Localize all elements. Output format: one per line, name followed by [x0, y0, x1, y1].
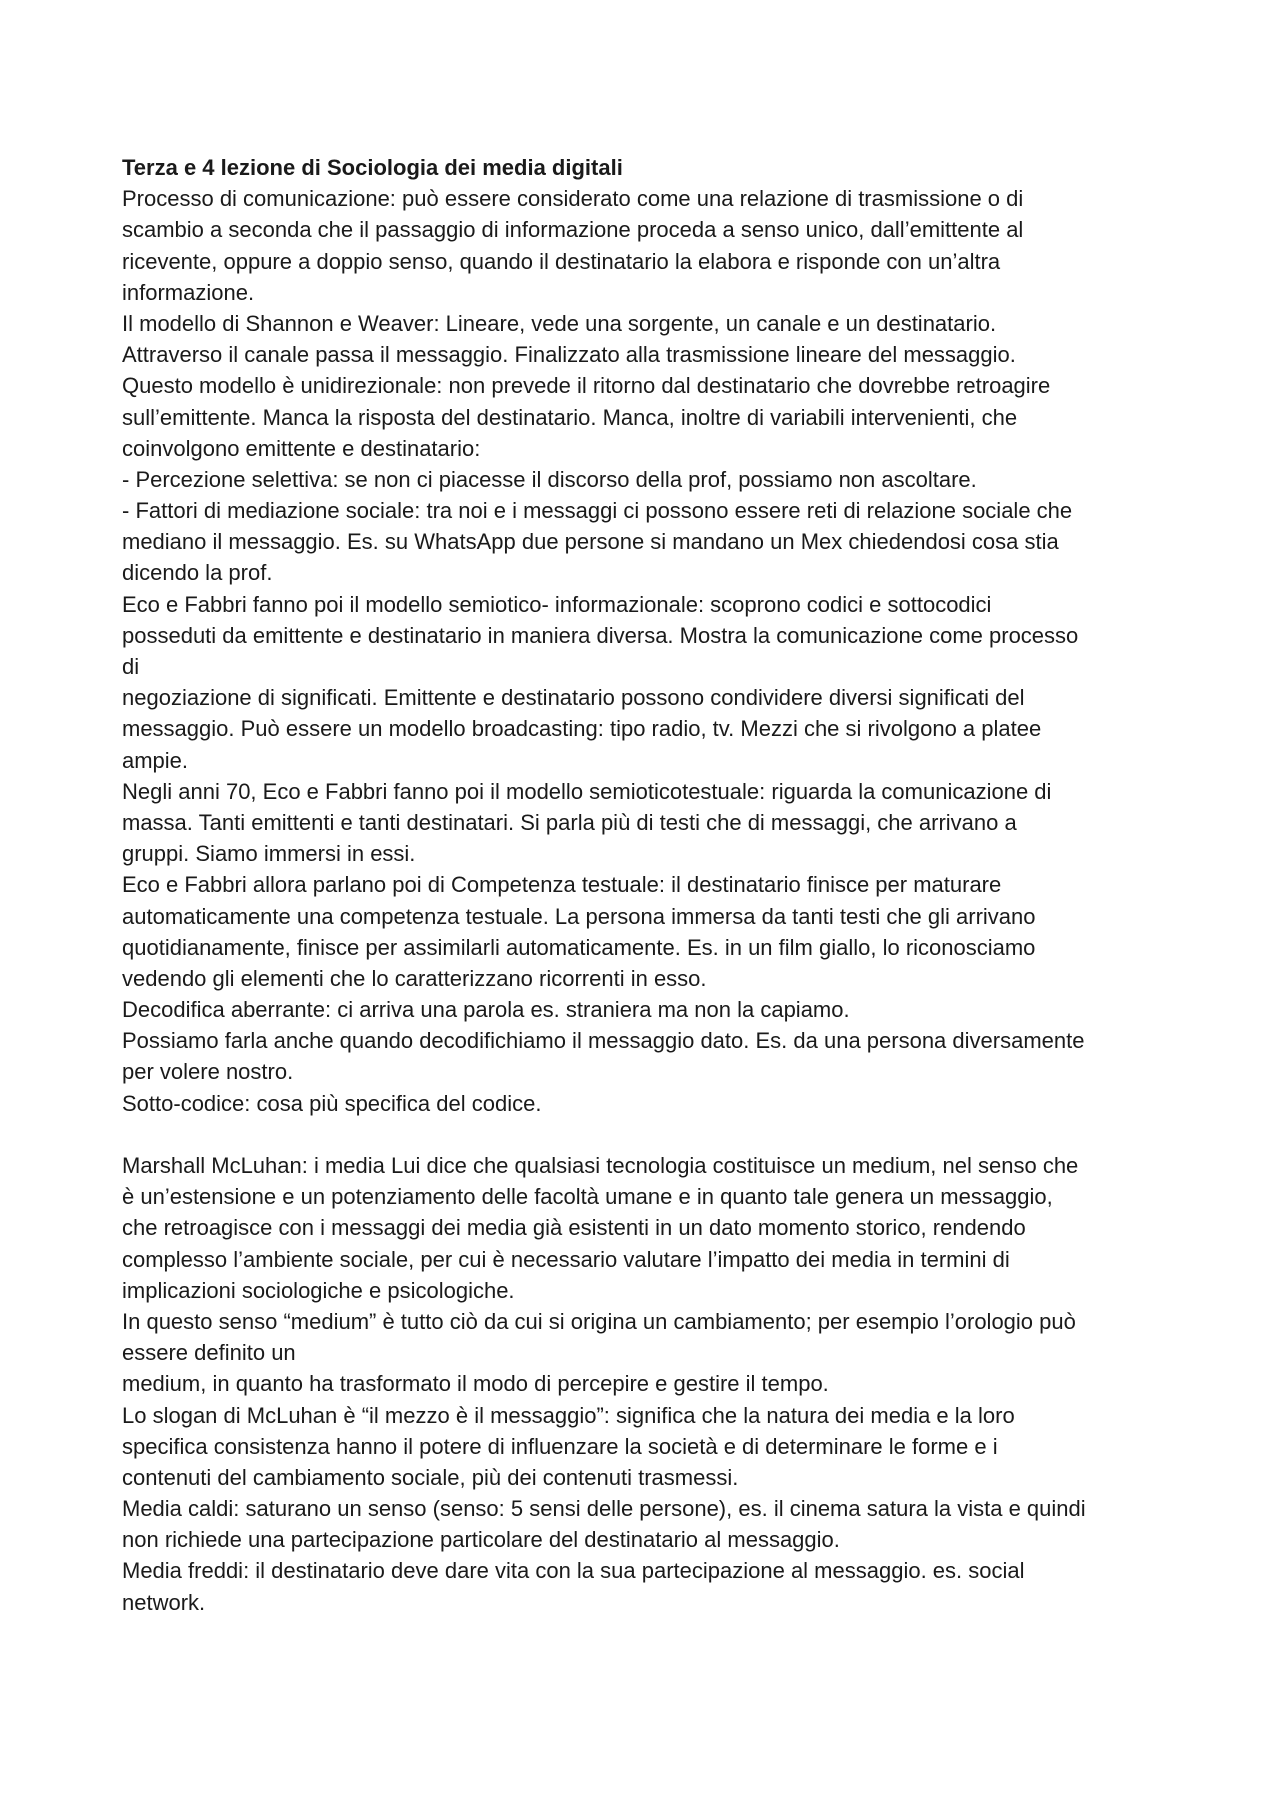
text-line: Questo modello è unidirezionale: non prevede il ritorno dal destinatario che dovrebbe retroagire — [122, 373, 1051, 399]
text-line: specifica consistenza hanno il potere di influenzare la società e di determinare le forme e i — [122, 1433, 998, 1459]
text-line: vedendo gli elementi che lo caratterizzano ricorrenti in esso. — [122, 965, 707, 991]
text-line: sull’emittente. Manca la risposta del destinatario. Manca, inoltre di variabili intervenienti, che — [122, 404, 1018, 430]
text-line: Marshall McLuhan: i media Lui dice che qualsiasi tecnologia costituisce un medium, nel senso che — [122, 1153, 1079, 1178]
text-line: implicazioni sociologiche e psicologiche. — [122, 1277, 515, 1303]
text-line: informazione. — [122, 279, 255, 305]
text-line: messaggio. Può essere un modello broadcasting: tipo radio, tv. Mezzi che si rivolgono a platee — [122, 716, 1042, 742]
text-line: Eco e Fabbri allora parlano poi di Competenza testuale: il destinatario finisce per maturare — [122, 872, 1002, 898]
text-line: scambio a seconda che il passaggio di informazione proceda a senso unico, dall’emittente al — [122, 217, 1024, 243]
text-line: Decodifica aberrante: ci arriva una parola es. straniera ma non la capiamo. — [122, 997, 850, 1023]
text-line: automaticamente una competenza testuale. La persona immersa da tanti testi che gli arrivano — [122, 903, 1036, 929]
text-line: In questo senso “medium” è tutto ciò da cui si origina un cambiamento; per esempio l’orologio può — [122, 1308, 1076, 1334]
text-line: mediano il messaggio. Es. su WhatsApp due persone si mandano un Mex chiedendosi cosa stia — [122, 529, 1059, 555]
text-line: quotidianamente, finisce per assimilarli automaticamente. Es. in un film giallo, lo riconosciamo — [122, 934, 1036, 960]
blank-line — [122, 1119, 1182, 1150]
text-line: Negli anni 70, Eco e Fabbri fanno poi il modello semioticotestuale: riguarda la comunicazione di — [122, 778, 1052, 804]
text-line: massa. Tanti emittenti e tanti destinatari. Si parla più di testi che di messaggi, che arrivano a — [122, 809, 1017, 835]
document-text — [122, 183, 1182, 1618]
text-line: Media caldi: saturano un senso (senso: 5 sensi delle persone), es. il cinema satura la vista e quindi — [122, 1496, 1086, 1522]
text-line: è un’estensione e un potenziamento delle facoltà umane e in quanto tale genera un messaggio, — [122, 1184, 1053, 1210]
text-line: negoziazione di significati. Emittente e destinatario possono condividere diversi significati del — [122, 685, 1025, 711]
text-line: coinvolgono emittente e destinatario: — [122, 435, 481, 461]
text-line: Possiamo farla anche quando decodifichiamo il messaggio dato. Es. da una persona diversamente — [122, 1028, 1085, 1054]
text-line: Attraverso il canale passa il messaggio. Finalizzato alla trasmissione lineare del messaggio. — [122, 342, 1016, 368]
text-line: posseduti da emittente e destinatario in maniera diversa. Mostra la comunicazione come processo — [122, 622, 1079, 648]
text-line: di — [122, 654, 140, 679]
text-line: Eco e Fabbri fanno poi il modello semiotico- informazionale: scoprono codici e sottocodici — [122, 591, 992, 617]
document-body — [122, 152, 1182, 1618]
text-line: ampie. — [122, 747, 189, 773]
text-line: per volere nostro. — [122, 1059, 294, 1085]
text-line: Media freddi: il destinatario deve dare vita con la sua partecipazione al messaggio. es. social — [122, 1558, 1025, 1584]
text-line: non richiede una partecipazione particolare del destinatario al messaggio. — [122, 1527, 840, 1553]
text-line: medium, in quanto ha trasformato il modo di percepire e gestire il tempo. — [122, 1371, 829, 1397]
text-line: complesso l’ambiente sociale, per cui è necessario valutare l’impatto dei media in termini di — [122, 1246, 1010, 1272]
text-line: - Fattori di mediazione sociale: tra noi e i messaggi ci possono essere reti di relazione sociale che — [122, 498, 1073, 524]
text-line: Processo di comunicazione: può essere considerato come una relazione di trasmissione o di — [122, 186, 1024, 212]
text-line: essere definito un — [122, 1340, 296, 1366]
text-line: gruppi. Siamo immersi in essi. — [122, 841, 416, 867]
text-line: ricevente, oppure a doppio senso, quando il destinatario la elabora e risponde con un’altra — [122, 248, 1001, 274]
text-line: network. — [122, 1589, 206, 1615]
text-line: - Percezione selettiva: se non ci piacesse il discorso della prof, possiamo non ascoltare. — [122, 466, 977, 492]
text-line: Lo slogan di McLuhan è “il mezzo è il messaggio”: significa che la natura dei media e la loro — [122, 1402, 1015, 1428]
text-line: contenuti del cambiamento sociale, più dei contenuti trasmessi. — [122, 1464, 739, 1490]
text-line: Sotto-codice: cosa più specifica del codice. — [122, 1090, 542, 1116]
text-line: che retroagisce con i messaggi dei media già esistenti in un dato momento storico, rendendo — [122, 1215, 1026, 1241]
text-line: dicendo la prof. — [122, 560, 273, 586]
document-title: Terza e 4 lezione di Sociologia dei media digitali — [122, 155, 623, 180]
text-line: Il modello di Shannon e Weaver: Lineare, vede una sorgente, un canale e un destinatario. — [122, 310, 997, 336]
